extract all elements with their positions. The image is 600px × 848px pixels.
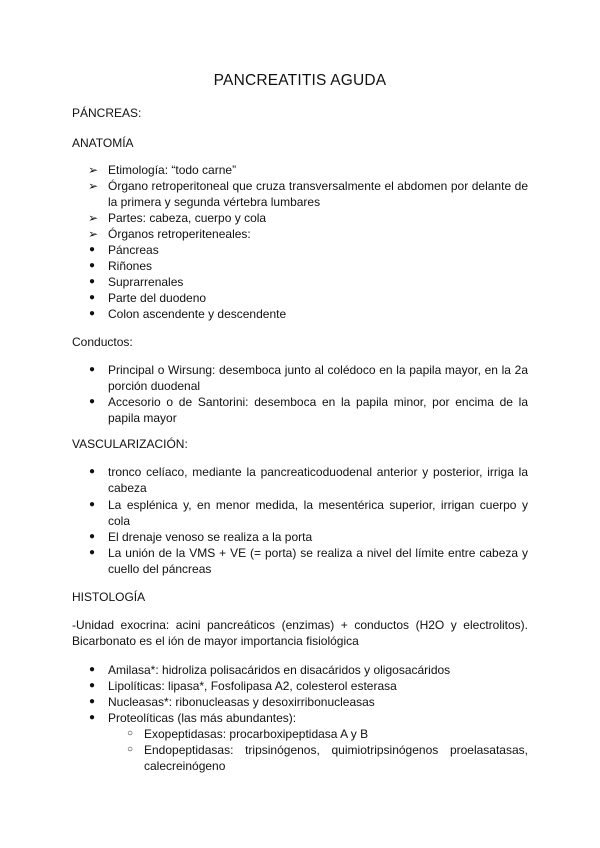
anatomia-bullet-item: Parte del duodeno — [108, 291, 207, 305]
bullet-icon: ● — [89, 466, 96, 477]
bullet-icon: ● — [89, 244, 96, 255]
anatomia-bullet-item: Riñones — [108, 259, 153, 273]
vascularizacion-item: tronco celíaco, mediante la pancreaticoduodenal anterior y posterior, irriga la cabeza — [108, 465, 528, 495]
arrow-bullet-icon: ➢ — [88, 211, 99, 225]
anatomia-arrow-item: Etimología: “todo carne” — [108, 163, 237, 177]
pancreas-heading: PÁNCREAS: — [72, 106, 142, 120]
conducto-item: Principal o Wirsung: desemboca junto al colédoco en la papila mayor, en la 2a porción duodenal — [108, 363, 528, 393]
arrow-bullet-icon: ➢ — [88, 227, 99, 241]
bullet-icon: ● — [89, 680, 96, 691]
anatomia-bullet-item: Colon ascendente y descendente — [108, 307, 287, 321]
bullet-icon: ● — [89, 664, 96, 675]
histologia-paragraph: -Unidad exocrina: acini pancreáticos (enzimas) + conductos (H2O y electrolitos). Bicarbonato es el ión de mayor importancia fisiológica — [72, 618, 528, 648]
vascularizacion-item: La unión de la VMS + VE (= porta) se realiza a nivel del límite entre cabeza y cuello del páncreas — [108, 546, 528, 576]
anatomia-bullet-item: Páncreas — [108, 243, 159, 257]
bullet-icon: ● — [89, 364, 96, 375]
vascularizacion-heading: VASCULARIZACIÓN: — [72, 437, 188, 451]
conductos-heading: Conductos: — [72, 335, 133, 349]
bullet-icon: ● — [89, 531, 96, 542]
anatomia-heading: ANATOMÍA — [72, 136, 134, 150]
bullet-icon: ● — [89, 499, 96, 510]
vascularizacion-item: La esplénica y, en menor medida, la mesentérica superior, irrigan cuerpo y cola — [108, 498, 528, 528]
bullet-icon: ● — [89, 276, 96, 287]
bullet-icon: ● — [89, 696, 96, 707]
document-title: PANCREATITIS AGUDA — [213, 72, 387, 89]
bullet-icon: ● — [89, 712, 96, 723]
vascularizacion-item: El drenaje venoso se realiza a la porta — [108, 530, 313, 544]
bullet-icon: ● — [89, 260, 96, 271]
histologia-item: Proteolíticas (las más abundantes): — [108, 711, 297, 725]
circle-bullet-icon: ○ — [127, 728, 134, 739]
circle-bullet-icon: ○ — [127, 744, 134, 755]
anatomia-bullet-item: Suprarrenales — [108, 275, 184, 289]
histologia-item: Lipolíticas: lipasa*, Fosfolipasa A2, colesterol esterasa — [108, 679, 397, 693]
histologia-item: Amilasa*: hidroliza polisacáridos en disacáridos y oligosacáridos — [108, 663, 451, 677]
arrow-bullet-icon: ➢ — [88, 163, 99, 177]
histologia-item: Nucleasas*: ribonucleasas y desoxirribonucleasas — [108, 695, 375, 709]
histologia-heading: HISTOLOGÍA — [72, 590, 146, 604]
bullet-icon: ● — [89, 547, 96, 558]
anatomia-arrow-item: Órganos retroperiteneales: — [108, 227, 251, 241]
bullet-icon: ● — [89, 292, 96, 303]
anatomia-arrow-item: Órgano retroperitoneal que cruza transversalmente el abdomen por delante de la primera y segunda vértebra lumbares — [108, 179, 528, 209]
arrow-bullet-icon: ➢ — [88, 179, 99, 193]
histologia-subitem: Endopeptidasas: tripsinógenos, quimiotripsinógenos proelasatasas, calecreinógeno — [144, 743, 528, 773]
bullet-icon: ● — [89, 308, 96, 319]
anatomia-arrow-item: Partes: cabeza, cuerpo y cola — [108, 211, 267, 225]
bullet-icon: ● — [89, 396, 96, 407]
conducto-item: Accesorio o de Santorini: desemboca en la papila minor, por encima de la papila mayor — [108, 395, 528, 425]
histologia-subitem: Exopeptidasas: procarboxipeptidasa A y B — [144, 727, 369, 741]
